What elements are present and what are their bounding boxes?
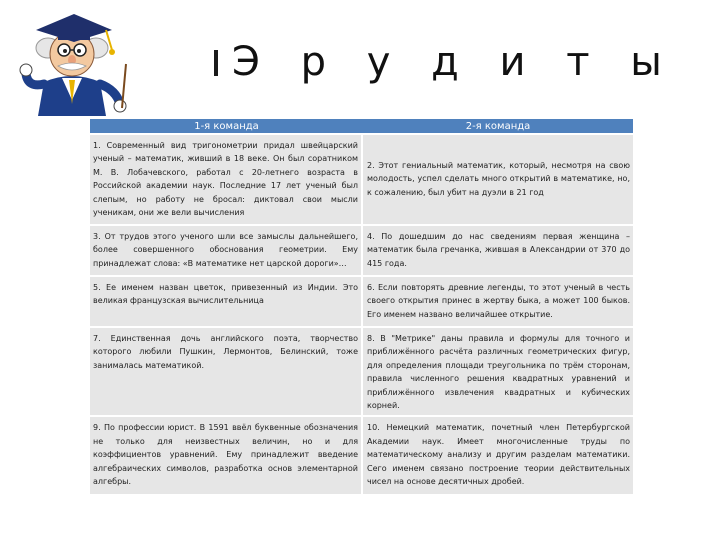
question-cell: 3. От трудов этого ученого шли все замыслы дальнейшего, более совершенного обоснования геометрии. Ему принадлежат слова: «В математике нет царской дороги»… [90, 226, 363, 275]
question-cell: 8. В "Метрике" даны правила и формулы для точного и приближённого расчёта различных геометрических фигур, для определения площади треугольника по трём сторонам, правила численного решения квадратных уравнений и приближённого извлечения квадратных и кубических корней. [363, 328, 633, 415]
team-1-header: 1-я команда [90, 119, 363, 133]
page-title: Э р у д и т ы [232, 39, 676, 85]
table-row [90, 226, 633, 275]
table-row [90, 417, 633, 494]
table-row [90, 135, 633, 224]
question-cell: 5. Ее именем назван цветок, привезенный из Индии. Это великая французская вычислительница [90, 277, 363, 326]
professor-mascot-icon [14, 4, 132, 120]
question-cell: 1. Современный вид тригонометрии придал швейцарский ученый – математик, живший в 18 веке. Он был соратником М. В. Лобачевского, работал с 20-летнего возраста в Российской академии наук. Последние 17 лет ученый был слепым, но работу не бросал: диктовал свои мысли ученикам, они же вели вычисления [90, 135, 363, 224]
team-2-header: 2-я команда [363, 119, 633, 133]
table-row [90, 277, 633, 326]
quiz-table [90, 117, 633, 496]
table-row [90, 328, 633, 415]
table-header-row [90, 119, 633, 133]
title-accent-bar [214, 50, 218, 76]
question-cell: 4. По дошедшим до нас сведениям первая женщина – математик была гречанка, жившая в Александрии от 370 до 415 года. [363, 226, 633, 275]
question-cell: 7. Единственная дочь английского поэта, творчество которого любили Пушкин, Лермонтов, Белинский, тоже занималась математикой. [90, 328, 363, 415]
question-cell: 6. Если повторять древние легенды, то этот ученый в честь своего открытия принес в жертву быка, а может 100 быков. Его именем названо величайшее открытие. [363, 277, 633, 326]
question-cell: 10. Немецкий математик, почетный член Петербургской Академии наук. Имеет многочисленные труды по математическому анализу и другим разделам математики. Сего именем связано построение теории действительных чисел на основе десятичных дробей. [363, 417, 633, 494]
question-cell: 2. Этот гениальный математик, который, несмотря на свою молодость, успел сделать много открытий в математике, но, к сожалению, был убит на дуэли в 21 год [363, 135, 633, 224]
question-cell: 9. По профессии юрист. В 1591 ввёл буквенные обозначения не только для неизвестных величин, но и для коэффициентов уравнений. Ему принадлежит введение алгебраических символов, разработка основ элементарной алгебры. [90, 417, 363, 494]
